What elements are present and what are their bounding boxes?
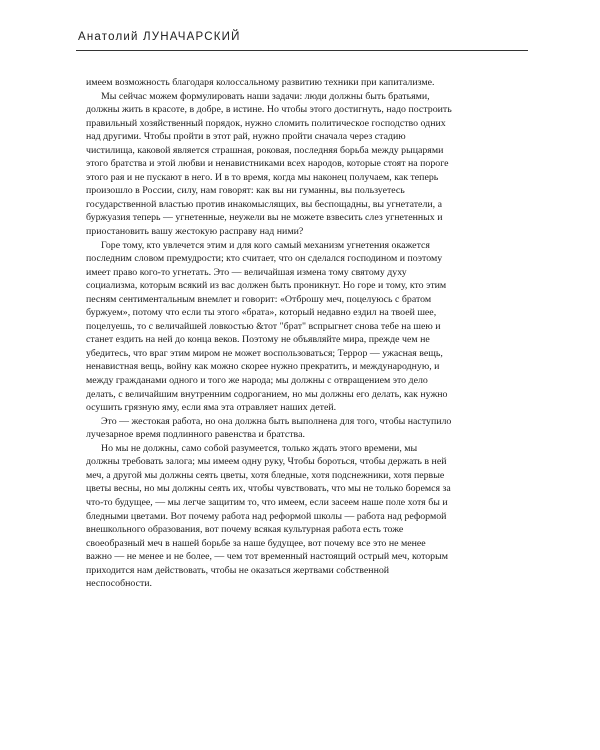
- text-line: приостановить вашу жестокую расправу над ними?: [86, 226, 304, 238]
- header-rule: [76, 50, 528, 51]
- running-head-author: Анатолий ЛУНАЧАРСКИЙ: [78, 31, 241, 43]
- text-line: ненавистная вещь, войну как можно скорее нужно прекратить, и международную, и: [86, 361, 440, 373]
- text-line: произошло в России, силу, нам говорят: как вы ни гуманны, вы пользуетесь: [86, 185, 405, 197]
- text-line: имеет право кого-то угнетать. Это — величайшая измена тому святому духу: [86, 266, 407, 278]
- text-line: правильный хозяйственный порядок, нужно сломить политическое господство одних: [86, 117, 446, 129]
- text-line: Но мы не должны, само собой разумеется, только ждать этого времени, мы: [101, 442, 418, 454]
- text-line: буржуем», потому что если ты этого «брата», который недавно ездил на твоей шее,: [86, 307, 437, 319]
- text-line: имеем возможность благодаря колоссальному развитию техники при капитализме.: [86, 77, 435, 88]
- text-line: Мы сейчас можем формулировать наши задачи: люди должны быть братьями,: [101, 90, 430, 102]
- text-line: поцелуешь, то с величайшей ловкостью &тот "брат" вспрыгнет снова тебе на шею и: [86, 320, 441, 332]
- text-line: цветы весны, но мы должны сеять их, чтобы чувствовать, что мы не только боремся за: [86, 483, 451, 495]
- text-line: неспособности.: [86, 578, 153, 590]
- text-line: Это — жестокая работа, но она должна быть выполнена для того, чтобы наступило: [101, 415, 452, 427]
- text-line: приходится нам действовать, чтобы не оказаться жертвами собственной: [86, 564, 390, 576]
- text-line: между гражданами одного и того же народа; мы должны с отвращением это дело: [86, 375, 428, 387]
- text-line: чистилища, каковой является страшная, роковая, последняя борьба между рыцарями: [86, 144, 444, 156]
- text-line: убедитесь, что враг этим миром не может воспользоваться; Террор — ужасная вещь,: [86, 347, 443, 359]
- text-line: станет ездить на ней до конца веков. Поэтому не объявляйте мира, прежде чем не: [86, 334, 430, 346]
- text-line: над другими. Чтобы пройти в этот рай, нужно пройти сначала через стадию: [86, 131, 406, 143]
- text-line: меч, а другой мы должны сеять цветы, хотя бледные, хотя подснежники, хотя первые: [86, 469, 445, 481]
- text-line: этого братства и этой любви и ненавистниками всех народов, которые стоят на пороге: [86, 158, 449, 170]
- text-line: внешкольного образования, вот почему всякая культурная работа есть тоже: [86, 524, 404, 536]
- text-line: государственной властью против инакомыслящих, вы беспощадны, вы угнетатели, а: [86, 198, 442, 210]
- text-line: Горе тому, кто увлечется этим и для кого самый механизм угнетения окажется: [101, 239, 430, 251]
- text-line: социализма, которым всякий из вас должен быть проникнут. Но горе и тому, кто этим: [86, 280, 447, 292]
- text-line: этого рая и не пускают в него. И в то время, когда мы наконец получаем, как теперь: [86, 171, 439, 183]
- text-line: буржуазия теперь — угнетенные, неужели вы не можете взвесить слез угнетенных и: [86, 212, 443, 224]
- text-line: должны требовать залога; мы имеем одну руку, Чтобы бороться, чтобы держать в ней: [86, 456, 447, 468]
- text-line: своеобразный меч в нашей борьбе за наше будущее, вот почему все это не менее: [86, 537, 426, 549]
- text-line: делать, с величайшим внутренним содроганием, но мы должны его делать, как нужно: [86, 388, 448, 400]
- text-line: осушить грязную яму, если яма эта отравляет наших детей.: [86, 402, 337, 414]
- text-line: песням сентиментальным внемлет и говорит: «Отброшу меч, поцелуюсь с братом: [86, 293, 432, 305]
- text-line: важно — не менее и не более, — чем тот временный настоящий острый меч, которым: [86, 551, 449, 563]
- text-line: последним словом премудрости; кто считает, что он сделался господином и поэтому: [86, 253, 443, 265]
- text-line: лучезарное время подлинного равенства и братства.: [86, 429, 305, 441]
- text-line: должны жить в красоте, в добре, в истине. Но чтобы этого достигнуть, надо построить: [86, 104, 452, 116]
- text-line: бледными цветами. Вот почему работа над реформой школы — работа над реформой: [86, 510, 447, 522]
- text-line: что-то будущее, — мы легче защитим то, что имеем, если засеем наше поле хотя бы и: [86, 496, 448, 508]
- page-body: [86, 76, 516, 591]
